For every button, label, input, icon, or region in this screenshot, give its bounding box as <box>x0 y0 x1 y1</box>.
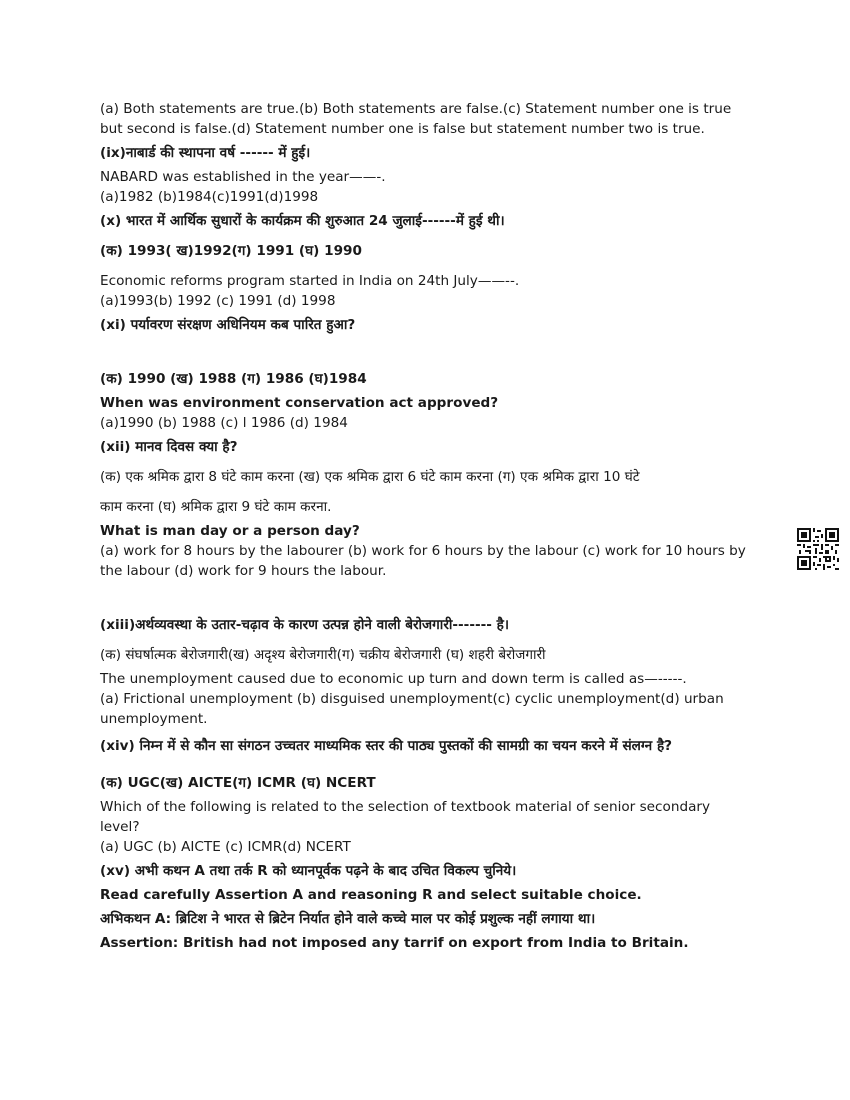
document-body <box>100 99 750 953</box>
question-xiv-english: Which of the following is related to the selection of textbook material of senior secondary level? <box>100 799 711 835</box>
question-xii-options: (a) work for 8 hours by the labourer (b) work for 6 hours by the labour (c) work for 10 hours by the labour (d) work for 9 hours the labour. <box>100 543 746 579</box>
assertion-english: Assertion: British had not imposed any tarrif on export from India to Britain. <box>100 935 689 951</box>
question-xii-hindi: (xii) मानव दिवस क्या है? <box>100 439 238 455</box>
question-xii-options-hindi-2: काम करना (घ) श्रमिक द्वारा 9 घंटे काम करना. <box>100 499 332 515</box>
question-xii-options-hindi-1: (क) एक श्रमिक द्वारा 8 घंटे काम करना (ख) एक श्रमिक द्वारा 6 घंटे काम करना (ग) एक श्रमिक द्वारा 10 घंटे <box>100 469 640 485</box>
question-xiv-hindi: (xiv) निम्न में से कौन सा संगठन उच्चतर माध्यमिक स्तर की पाठ्य पुस्तकों की सामग्री का चयन करने में संलग्न है? <box>100 738 673 754</box>
question-xii-english: What is man day or a person day? <box>100 523 360 539</box>
question-xv-english: Read carefully Assertion A and reasoning R and select suitable choice. <box>100 887 642 903</box>
question-x-hindi: (x) भारत में आर्थिक सुधारों के कार्यक्रम की शुरुआत 24 जुलाई------में हुई थी। <box>100 213 505 229</box>
assertion-hindi: अभिकथन A: ब्रिटिश ने भारत से ब्रिटेन निर्यात होने वाले कच्चे माल पर कोई प्रशुल्क नहीं लगाया था। <box>100 911 596 927</box>
question-xiii-options: (a) Frictional unemployment (b) disguised unemployment(c) cyclic unemployment(d) urban unemployment. <box>100 691 724 727</box>
question-xiv-options: (a) UGC (b) AICTE (c) ICMR(d) NCERT <box>100 839 351 855</box>
question-x-options-hindi: (क) 1993( ख)1992(ग) 1991 (घ) 1990 <box>100 243 362 259</box>
qr-code-icon <box>797 528 839 570</box>
options-statements: (a) Both statements are true.(b) Both statements are false.(c) Statement number one is true but second is false.(d) Statement number one is false but statement number two is true. <box>100 101 732 137</box>
question-ix-hindi: (ix)नाबार्ड की स्थापना वर्ष ------ में हुई। <box>100 145 311 161</box>
question-x-options: (a)1993(b) 1992 (c) 1991 (d) 1998 <box>100 293 336 309</box>
question-xi-english: When was environment conservation act approved? <box>100 395 499 411</box>
question-xi-options-hindi: (क) 1990 (ख) 1988 (ग) 1986 (घ)1984 <box>100 371 367 387</box>
question-xiii-english: The unemployment caused due to economic up turn and down term is called as—-----. <box>100 671 687 687</box>
question-ix-options: (a)1982 (b)1984(c)1991(d)1998 <box>100 189 319 205</box>
question-xv-hindi: (xv) अभी कथन A तथा तर्क R को ध्यानपूर्वक पढ़ने के बाद उचित विकल्प चुनिये। <box>100 863 517 879</box>
question-x-english: Economic reforms program started in India on 24th July——--. <box>100 273 520 289</box>
question-xi-options: (a)1990 (b) 1988 (c) l 1986 (d) 1984 <box>100 415 348 431</box>
question-xiii-options-hindi: (क) संघर्षात्मक बेरोजगारी(ख) अदृश्य बेरोजगारी(ग) चक्रीय बेरोजगारी (घ) शहरी बेरोजगारी <box>100 647 546 663</box>
question-xi-hindi: (xi) पर्यावरण संरक्षण अधिनियम कब पारित हुआ? <box>100 317 356 333</box>
question-xiv-options-hindi: (क) UGC(ख) AICTE(ग) ICMR (घ) NCERT <box>100 775 376 791</box>
question-xiii-hindi: (xiii)अर्थव्यवस्था के उतार-चढ़ाव के कारण उत्पन्न होने वाली बेरोजगारी------- है। <box>100 617 509 633</box>
question-ix-english: NABARD was established in the year——-. <box>100 169 386 185</box>
